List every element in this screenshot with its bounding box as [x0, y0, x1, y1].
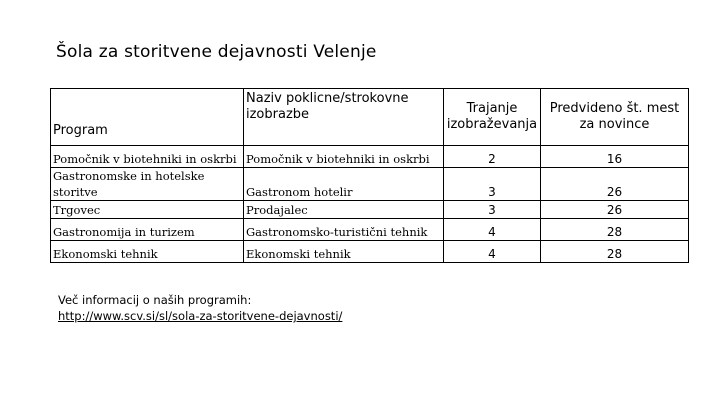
- cell-mesta: 26: [541, 201, 689, 219]
- cell-trajanje: 2: [444, 146, 541, 168]
- cell-naziv: Gastronomsko-turistični tehnik: [244, 219, 444, 241]
- table-row: [51, 146, 689, 168]
- cell-trajanje: 3: [444, 168, 541, 201]
- cell-mesta: 28: [541, 241, 689, 263]
- table-row: [51, 219, 689, 241]
- cell-trajanje: 4: [444, 219, 541, 241]
- cell-program: Trgovec: [51, 201, 244, 219]
- table-row: [51, 241, 689, 263]
- cell-trajanje: 3: [444, 201, 541, 219]
- cell-program: Pomočnik v biotehniki in oskrbi: [51, 146, 244, 168]
- cell-mesta: 16: [541, 146, 689, 168]
- cell-trajanje: 4: [444, 241, 541, 263]
- more-info: [58, 292, 342, 324]
- cell-mesta: 26: [541, 168, 689, 201]
- table-row: [51, 168, 689, 201]
- table-row: [51, 201, 689, 219]
- header-naziv: Naziv poklicne/strokovne izobrazbe: [244, 89, 444, 146]
- cell-program: Gastronomija in turizem: [51, 219, 244, 241]
- cell-mesta: 28: [541, 219, 689, 241]
- programs-link[interactable]: http://www.scv.si/sl/sola-za-storitvene-dejavnosti/: [58, 309, 343, 323]
- cell-program: Gastronomske in hotelske storitve: [51, 168, 244, 201]
- cell-naziv: Ekonomski tehnik: [244, 241, 444, 263]
- header-program: Program: [51, 89, 244, 146]
- programs-table: [50, 88, 689, 263]
- cell-program: Ekonomski tehnik: [51, 241, 244, 263]
- table-header-row: [51, 89, 689, 146]
- header-trajanje: Trajanje izobraževanja: [444, 89, 541, 146]
- header-mesta: Predvideno št. mest za novince: [541, 89, 689, 146]
- cell-naziv: Pomočnik v biotehniki in oskrbi: [244, 146, 444, 168]
- cell-naziv: Gastronom hotelir: [244, 168, 444, 201]
- more-info-text: Več informacij o naših programih:: [58, 293, 252, 307]
- cell-naziv: Prodajalec: [244, 201, 444, 219]
- page-title: Šola za storitvene dejavnosti Velenje: [56, 42, 377, 62]
